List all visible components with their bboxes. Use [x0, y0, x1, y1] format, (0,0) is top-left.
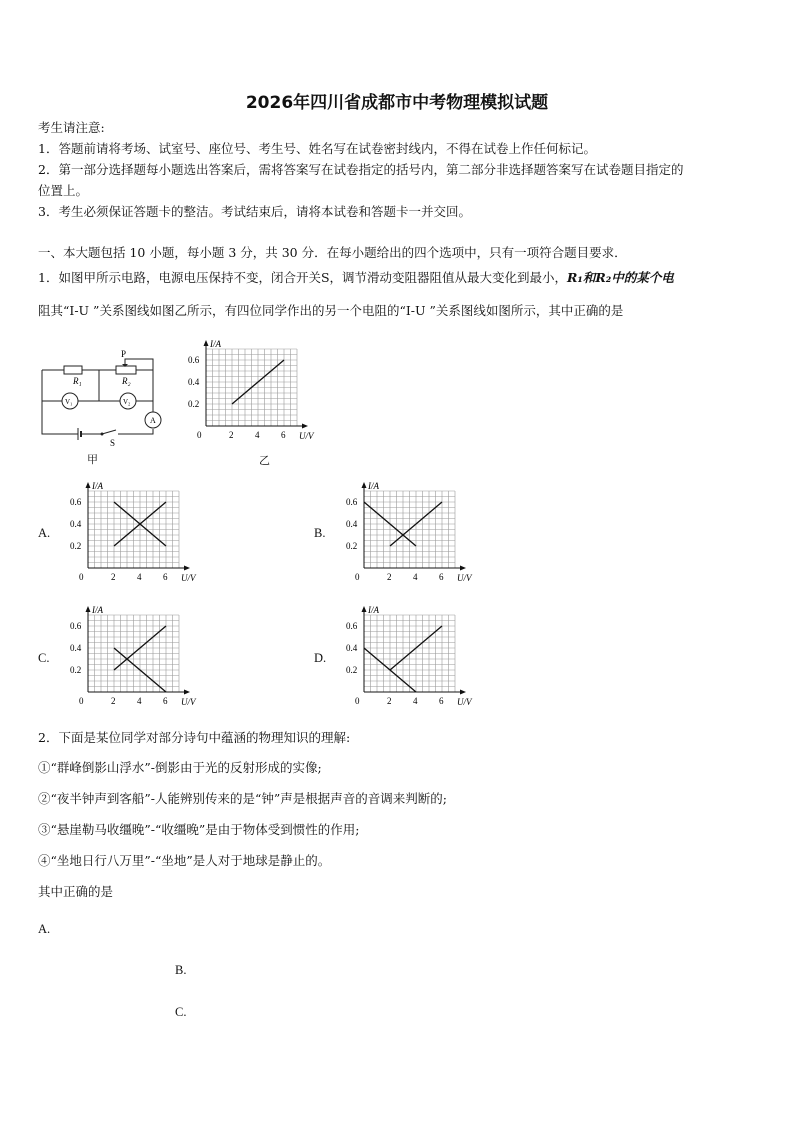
notice-line-1: 1．答题前请将考场、试室号、座位号、考生号、姓名写在试卷密封线内，不得在试卷上作任何标记。 [38, 141, 596, 156]
x-tick-label: 6 [163, 572, 168, 582]
x-tick-label: 0 [79, 572, 84, 582]
q2-item-3: ③“悬崖勒马收缰晚”-“收缰晚”是由于物体受到惯性的作用; [38, 822, 360, 837]
q2-ask: 其中正确的是 [38, 884, 114, 899]
x-tick-label: 2 [111, 696, 116, 706]
x-tick-label: 6 [163, 696, 168, 706]
y-axis-arrow [362, 606, 367, 612]
section-heading: 一、本大题包括 10 小题，每小题 3 分，共 30 分．在每小题给出的四个选项中，只有一项符合题目要求． [38, 245, 627, 260]
x-axis-label: U/V [181, 573, 196, 583]
q1-option-a-label[interactable]: A. [38, 526, 51, 540]
q2-item-4: ④“坐地日行八万里”-“坐地”是人对于地球是静止的。 [38, 853, 331, 868]
x-axis-arrow [460, 690, 466, 695]
y-axis-arrow [86, 482, 91, 488]
graph-option-b [342, 476, 478, 586]
y-axis-label: I/A [368, 605, 379, 615]
r1-label: R₁ [73, 376, 82, 386]
q1-line-1-resistors: R₁和R₂中的某个电 [567, 270, 674, 285]
graph-option-a [66, 476, 202, 586]
slider-p-label: P [121, 349, 127, 359]
x-tick-label: 4 [137, 572, 142, 582]
notice-line-3: 位置上。 [38, 183, 89, 198]
y-tick-label: 0.4 [188, 377, 200, 387]
y-tick-label: 0.2 [70, 541, 82, 551]
y-axis-arrow [362, 482, 367, 488]
x-axis-label: U/V [457, 697, 472, 707]
y-tick-label: 0.6 [70, 621, 82, 631]
y-tick-label: 0.4 [70, 519, 82, 529]
x-axis-arrow [184, 690, 190, 695]
y-tick-label: 0.2 [346, 665, 358, 675]
y-tick-label: 0.2 [346, 541, 358, 551]
x-axis-arrow [302, 424, 308, 429]
q2-option-b[interactable]: B. [175, 963, 187, 977]
y-tick-label: 0.4 [70, 643, 82, 653]
x-tick-label: 0 [355, 572, 360, 582]
q2-stem: 2．下面是某位同学对部分诗句中蕴涵的物理知识的理解: [38, 730, 351, 745]
q2-option-c[interactable]: C. [175, 1005, 187, 1019]
x-tick-label: 2 [229, 430, 234, 440]
x-tick-label: 0 [79, 696, 84, 706]
q2-option-a[interactable]: A. [38, 922, 51, 936]
x-axis-label: U/V [457, 573, 472, 583]
x-tick-label: 2 [111, 572, 116, 582]
y-tick-label: 0.4 [346, 519, 358, 529]
y-axis-label: I/A [92, 605, 103, 615]
q1-line-1-text: 1．如图甲所示电路，电源电压保持不变，闭合开关S，调节滑动变阻器阻值从最大变化到最小， [38, 270, 568, 285]
x-axis-label: U/V [181, 697, 196, 707]
r2-label: R₂ [122, 376, 131, 386]
y-axis-arrow [86, 606, 91, 612]
y-axis-arrow [204, 340, 209, 346]
q2-item-2: ②“夜半钟声到客船”-人能辨别传来的是“钟”声是根据声音的音调来判断的; [38, 791, 447, 806]
notice-heading: 考生请注意: [38, 120, 105, 135]
notice-line-4: 3．考生必须保证答题卡的整洁。考试结束后，请将本试卷和答题卡一并交回。 [38, 204, 471, 219]
fig-yi-label: 乙 [259, 454, 270, 467]
x-tick-label: 2 [387, 696, 392, 706]
x-tick-label: 4 [255, 430, 260, 440]
y-tick-label: 0.2 [188, 399, 200, 409]
y-tick-label: 0.4 [346, 643, 358, 653]
q1-option-b-label[interactable]: B. [314, 526, 326, 540]
y-tick-label: 0.6 [188, 355, 200, 365]
x-tick-label: 4 [137, 696, 142, 706]
q2-item-1: ①“群峰倒影山浮水”-倒影由于光的反射形成的实像; [38, 760, 322, 775]
notice-line-2: 2．第一部分选择题每小题选出答案后，需将答案写在试卷指定的括号内，第二部分非选择题答案写在试卷题目指定的 [38, 162, 684, 177]
x-tick-label: 2 [387, 572, 392, 582]
y-tick-label: 0.6 [346, 621, 358, 631]
x-axis-label: U/V [299, 431, 314, 441]
v1-label: V₁ [65, 398, 73, 406]
fig-jia-label: 甲 [87, 453, 98, 466]
q1-line-1 [38, 270, 674, 286]
x-tick-label: 6 [281, 430, 286, 440]
y-axis-label: I/A [210, 339, 221, 349]
q1-option-d-label[interactable]: D. [314, 651, 327, 665]
q1-line-2: 阻其“I-U ”关系图线如图乙所示，有四位同学作出的另一个电阻的“I-U ”关系图线如图所示，其中正确的是 [38, 303, 624, 318]
graph-yi [184, 334, 320, 444]
circuit-diagram [36, 346, 171, 461]
x-axis-arrow [460, 566, 466, 571]
x-tick-label: 0 [197, 430, 202, 440]
x-tick-label: 6 [439, 696, 444, 706]
y-axis-label: I/A [92, 481, 103, 491]
page-title: 2026年四川省成都市中考物理模拟试题 [245, 93, 549, 113]
x-tick-label: 4 [413, 696, 418, 706]
x-tick-label: 0 [355, 696, 360, 706]
x-axis-arrow [184, 566, 190, 571]
y-tick-label: 0.6 [70, 497, 82, 507]
graph-option-c [66, 600, 202, 710]
y-tick-label: 0.6 [346, 497, 358, 507]
x-tick-label: 4 [413, 572, 418, 582]
ammeter-label: A [150, 416, 156, 425]
q1-option-c-label[interactable]: C. [38, 651, 50, 665]
y-tick-label: 0.2 [70, 665, 82, 675]
graph-option-d [342, 600, 478, 710]
switch-label: S [110, 438, 116, 448]
y-axis-label: I/A [368, 481, 379, 491]
x-tick-label: 6 [439, 572, 444, 582]
v2-label: V₂ [123, 398, 131, 406]
